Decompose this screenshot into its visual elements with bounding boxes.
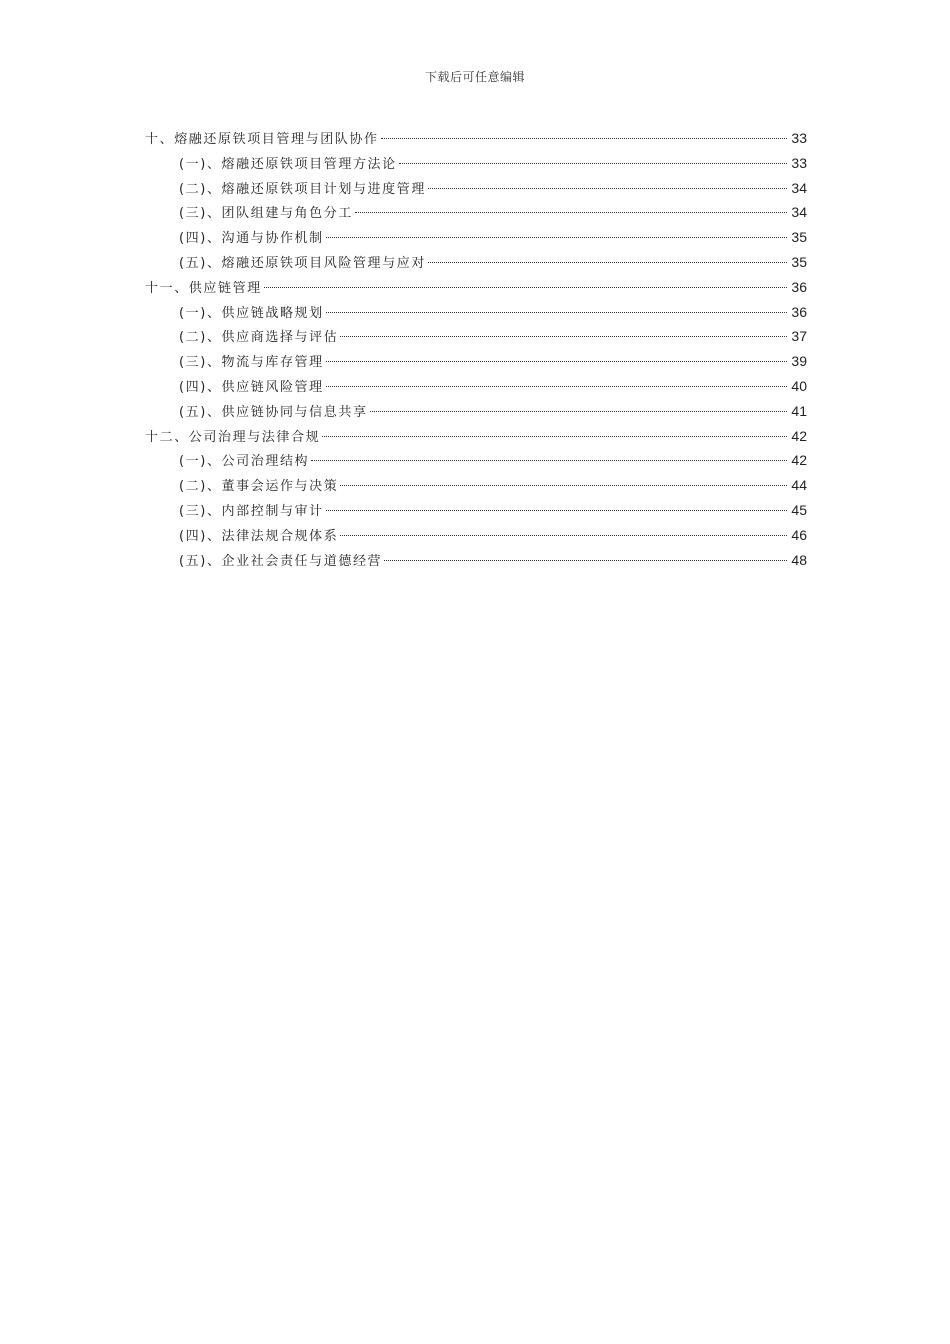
toc-entry[interactable] [145,473,807,498]
toc-entry-page: 33 [791,130,807,146]
toc-entry-label: (五)、供应链协同与信息共享 [179,404,368,420]
toc-entry-label: (一)、供应链战略规划 [179,305,324,321]
toc-dot-leader [340,336,787,337]
toc-entry[interactable] [145,523,807,548]
toc-entry[interactable] [145,126,807,151]
toc-entry-page: 35 [791,253,807,270]
toc-dot-leader [428,188,787,189]
toc-entry-label: (四)、沟通与协作机制 [179,231,324,247]
toc-entry-page: 44 [791,477,807,494]
toc-entry-page: 33 [791,154,807,171]
toc-entry-page: 48 [791,551,807,568]
toc-entry-page: 40 [791,377,807,394]
toc-dot-leader [326,386,787,387]
toc-dot-leader [326,312,787,313]
toc-entry[interactable] [145,349,807,374]
toc-entry-label: (四)、供应链风险管理 [179,379,324,395]
toc-entry-label: (五)、企业社会责任与道德经营 [179,553,383,569]
toc-dot-leader [399,163,787,164]
toc-entry[interactable] [145,200,807,225]
toc-entry[interactable] [145,448,807,473]
toc-entry-label: (二)、供应商选择与评估 [179,330,339,346]
toc-entry-label: (三)、物流与库存管理 [179,355,324,371]
toc-entry-label: (四)、法律法规合规体系 [179,528,339,544]
toc-dot-leader [355,212,787,213]
toc-entry-page: 34 [791,179,807,196]
toc-entry-page: 45 [791,501,807,518]
toc-entry[interactable] [145,374,807,399]
toc-dot-leader [428,262,787,263]
toc-entry[interactable] [145,225,807,250]
toc-dot-leader [326,361,787,362]
toc-dot-leader [326,237,787,238]
toc-dot-leader [340,485,787,486]
toc-entry-page: 46 [791,526,807,543]
toc-entry-label: (三)、内部控制与审计 [179,503,324,519]
toc-entry-label: 十二、公司治理与法律合规 [145,429,321,445]
toc-entry-page: 39 [791,353,807,370]
toc-entry-page: 35 [791,229,807,246]
toc-entry[interactable] [145,424,807,449]
toc-entry[interactable] [145,324,807,349]
toc-entry-label: (一)、公司治理结构 [179,454,310,470]
page-header: 下载后可任意编辑 [424,70,525,84]
toc-dot-leader [326,510,787,511]
toc-entry-label: 十一、供应链管理 [145,280,262,296]
toc-dot-leader [340,535,787,536]
toc-entry[interactable] [145,151,807,176]
toc-entry-page: 36 [791,278,807,295]
toc-dot-leader [311,460,787,461]
toc-entry-label: (二)、熔融还原铁项目计划与进度管理 [179,181,426,197]
toc-dot-leader [381,138,787,139]
toc-dot-leader [322,436,787,437]
toc-dot-leader [370,411,787,412]
toc-entry-label: (五)、熔融还原铁项目风险管理与应对 [179,255,426,271]
toc-entry[interactable] [145,176,807,201]
table-of-contents [145,126,807,572]
toc-entry[interactable] [145,548,807,573]
toc-entry-page: 42 [791,427,807,444]
toc-entry[interactable] [145,399,807,424]
toc-entry[interactable] [145,498,807,523]
toc-entry[interactable] [145,275,807,300]
toc-entry-page: 34 [791,204,807,221]
toc-entry-page: 42 [791,452,807,469]
toc-entry-label: (一)、熔融还原铁项目管理方法论 [179,156,397,172]
toc-entry[interactable] [145,300,807,325]
toc-entry-page: 37 [791,328,807,345]
toc-dot-leader [264,287,787,288]
toc-entry[interactable] [145,250,807,275]
toc-entry-label: 十、熔融还原铁项目管理与团队协作 [145,132,379,147]
toc-entry-page: 36 [791,303,807,320]
toc-entry-page: 41 [791,402,807,419]
toc-dot-leader [384,560,787,561]
toc-entry-label: (二)、董事会运作与决策 [179,479,339,495]
toc-entry-label: (三)、团队组建与角色分工 [179,206,353,222]
